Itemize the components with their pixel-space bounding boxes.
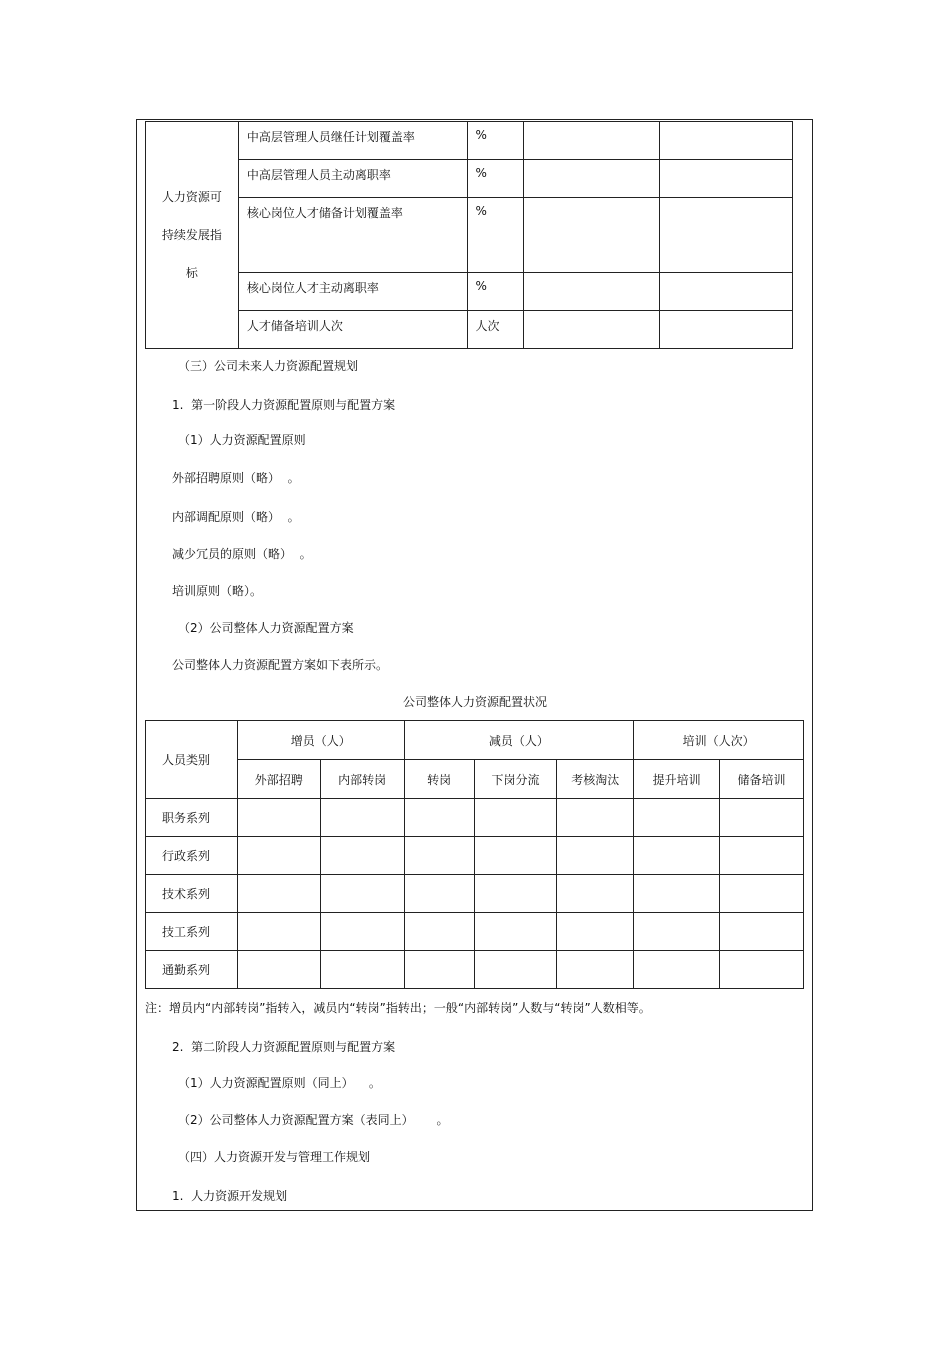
table-cell	[237, 913, 320, 951]
value-cell	[524, 311, 660, 349]
row-label: 行政系列	[146, 837, 238, 875]
paragraph: 外部招聘原则（略） 。	[172, 471, 300, 485]
sub-heading: （2）公司整体人力资源配置方案（表同上） 。	[178, 1113, 449, 1127]
value-cell	[660, 198, 793, 273]
paragraph: 培训原则（略）。	[172, 584, 263, 598]
table-row	[146, 913, 804, 951]
table-row	[146, 198, 793, 273]
table-cell	[634, 875, 720, 913]
stage-heading: 1. 人力资源开发规划	[172, 1189, 288, 1203]
table-cell	[320, 875, 404, 913]
table-cell	[474, 799, 557, 837]
value-cell	[660, 160, 793, 198]
table-row	[146, 311, 793, 349]
table-cell	[404, 875, 474, 913]
category-line: 标	[185, 266, 198, 280]
category-line: 人力资源可	[161, 190, 222, 204]
table-cell	[237, 837, 320, 875]
group-header: 培训（人次）	[634, 721, 804, 760]
value-cell	[524, 122, 660, 160]
table-cell	[237, 951, 320, 989]
indicator-cell: 中高层管理人员主动离职率	[238, 160, 467, 198]
stage-heading: 1. 第一阶段人力资源配置原则与配置方案	[172, 398, 396, 412]
row-label: 技术系列	[146, 875, 238, 913]
section-heading: （三）公司未来人力资源配置规划	[178, 359, 359, 373]
table-cell	[320, 799, 404, 837]
table-cell	[720, 837, 804, 875]
table-caption: 公司整体人力资源配置状况	[402, 695, 547, 709]
column-header: 转岗	[404, 760, 474, 799]
table-row	[146, 837, 804, 875]
table-header-row	[146, 760, 804, 799]
table-row	[146, 273, 793, 311]
category-cell	[146, 122, 239, 349]
table-row	[146, 122, 793, 160]
table-cell	[720, 799, 804, 837]
indicator-cell: 人才储备培训人次	[238, 311, 467, 349]
unit-cell: 人次	[467, 311, 524, 349]
value-cell	[660, 273, 793, 311]
value-cell	[524, 198, 660, 273]
category-line: 持续发展指	[161, 228, 222, 242]
column-header: 外部招聘	[237, 760, 320, 799]
value-cell	[524, 160, 660, 198]
paragraph: 减少冗员的原则（略） 。	[172, 547, 312, 561]
unit-cell: %	[467, 160, 524, 198]
row-label: 通勤系列	[146, 951, 238, 989]
table-note: 注：增员内“内部转岗”指转入，减员内“转岗”指转出；一般“内部转岗”人数与“转岗”人数相等。	[145, 1001, 651, 1015]
table-cell	[474, 951, 557, 989]
table-cell	[720, 875, 804, 913]
table-cell	[237, 799, 320, 837]
paragraph: 公司整体人力资源配置方案如下表所示。	[172, 658, 389, 672]
table-row	[146, 160, 793, 198]
unit-cell: %	[467, 273, 524, 311]
table-cell	[237, 875, 320, 913]
stage-heading: 2. 第二阶段人力资源配置原则与配置方案	[172, 1040, 396, 1054]
table-cell	[404, 837, 474, 875]
table-cell	[634, 913, 720, 951]
column-header: 内部转岗	[320, 760, 404, 799]
table-cell	[320, 913, 404, 951]
group-header: 增员（人）	[237, 721, 404, 760]
table-cell	[557, 837, 634, 875]
section-heading: （四）人力资源开发与管理工作规划	[178, 1150, 371, 1164]
table-cell	[557, 913, 634, 951]
column-header: 提升培训	[634, 760, 720, 799]
paragraph: 内部调配原则（略） 。	[172, 510, 300, 524]
table-cell	[404, 913, 474, 951]
table-cell	[557, 951, 634, 989]
table-cell	[404, 951, 474, 989]
indicator-cell: 中高层管理人员继任计划覆盖率	[238, 122, 467, 160]
value-cell	[524, 273, 660, 311]
table-cell	[474, 837, 557, 875]
value-cell	[660, 311, 793, 349]
indicator-cell: 核心岗位人才主动离职率	[238, 273, 467, 311]
table-row	[146, 951, 804, 989]
unit-cell: %	[467, 122, 524, 160]
table-cell	[720, 913, 804, 951]
indicator-table	[145, 121, 793, 349]
column-header: 考核淘汰	[557, 760, 634, 799]
table-row	[146, 799, 804, 837]
value-cell	[660, 122, 793, 160]
table-header-row	[146, 721, 804, 760]
row-label: 职务系列	[146, 799, 238, 837]
table-row	[146, 875, 804, 913]
table-cell	[557, 875, 634, 913]
table-cell	[320, 837, 404, 875]
table-cell	[557, 799, 634, 837]
table-cell	[320, 951, 404, 989]
sub-heading: （2）公司整体人力资源配置方案	[178, 621, 354, 635]
indicator-cell: 核心岗位人才储备计划覆盖率	[238, 198, 467, 273]
sub-heading: （1）人力资源配置原则	[178, 433, 306, 447]
group-header: 减员（人）	[404, 721, 634, 760]
corner-header: 人员类别	[146, 721, 238, 799]
unit-cell: %	[467, 198, 524, 273]
sub-heading: （1）人力资源配置原则（同上） 。	[178, 1076, 381, 1090]
table-cell	[474, 913, 557, 951]
table-cell	[720, 951, 804, 989]
table-cell	[634, 799, 720, 837]
row-label: 技工系列	[146, 913, 238, 951]
column-header: 储备培训	[720, 760, 804, 799]
table-cell	[474, 875, 557, 913]
table-cell	[634, 837, 720, 875]
config-table	[145, 720, 804, 989]
table-cell	[404, 799, 474, 837]
column-header: 下岗分流	[474, 760, 557, 799]
table-cell	[634, 951, 720, 989]
